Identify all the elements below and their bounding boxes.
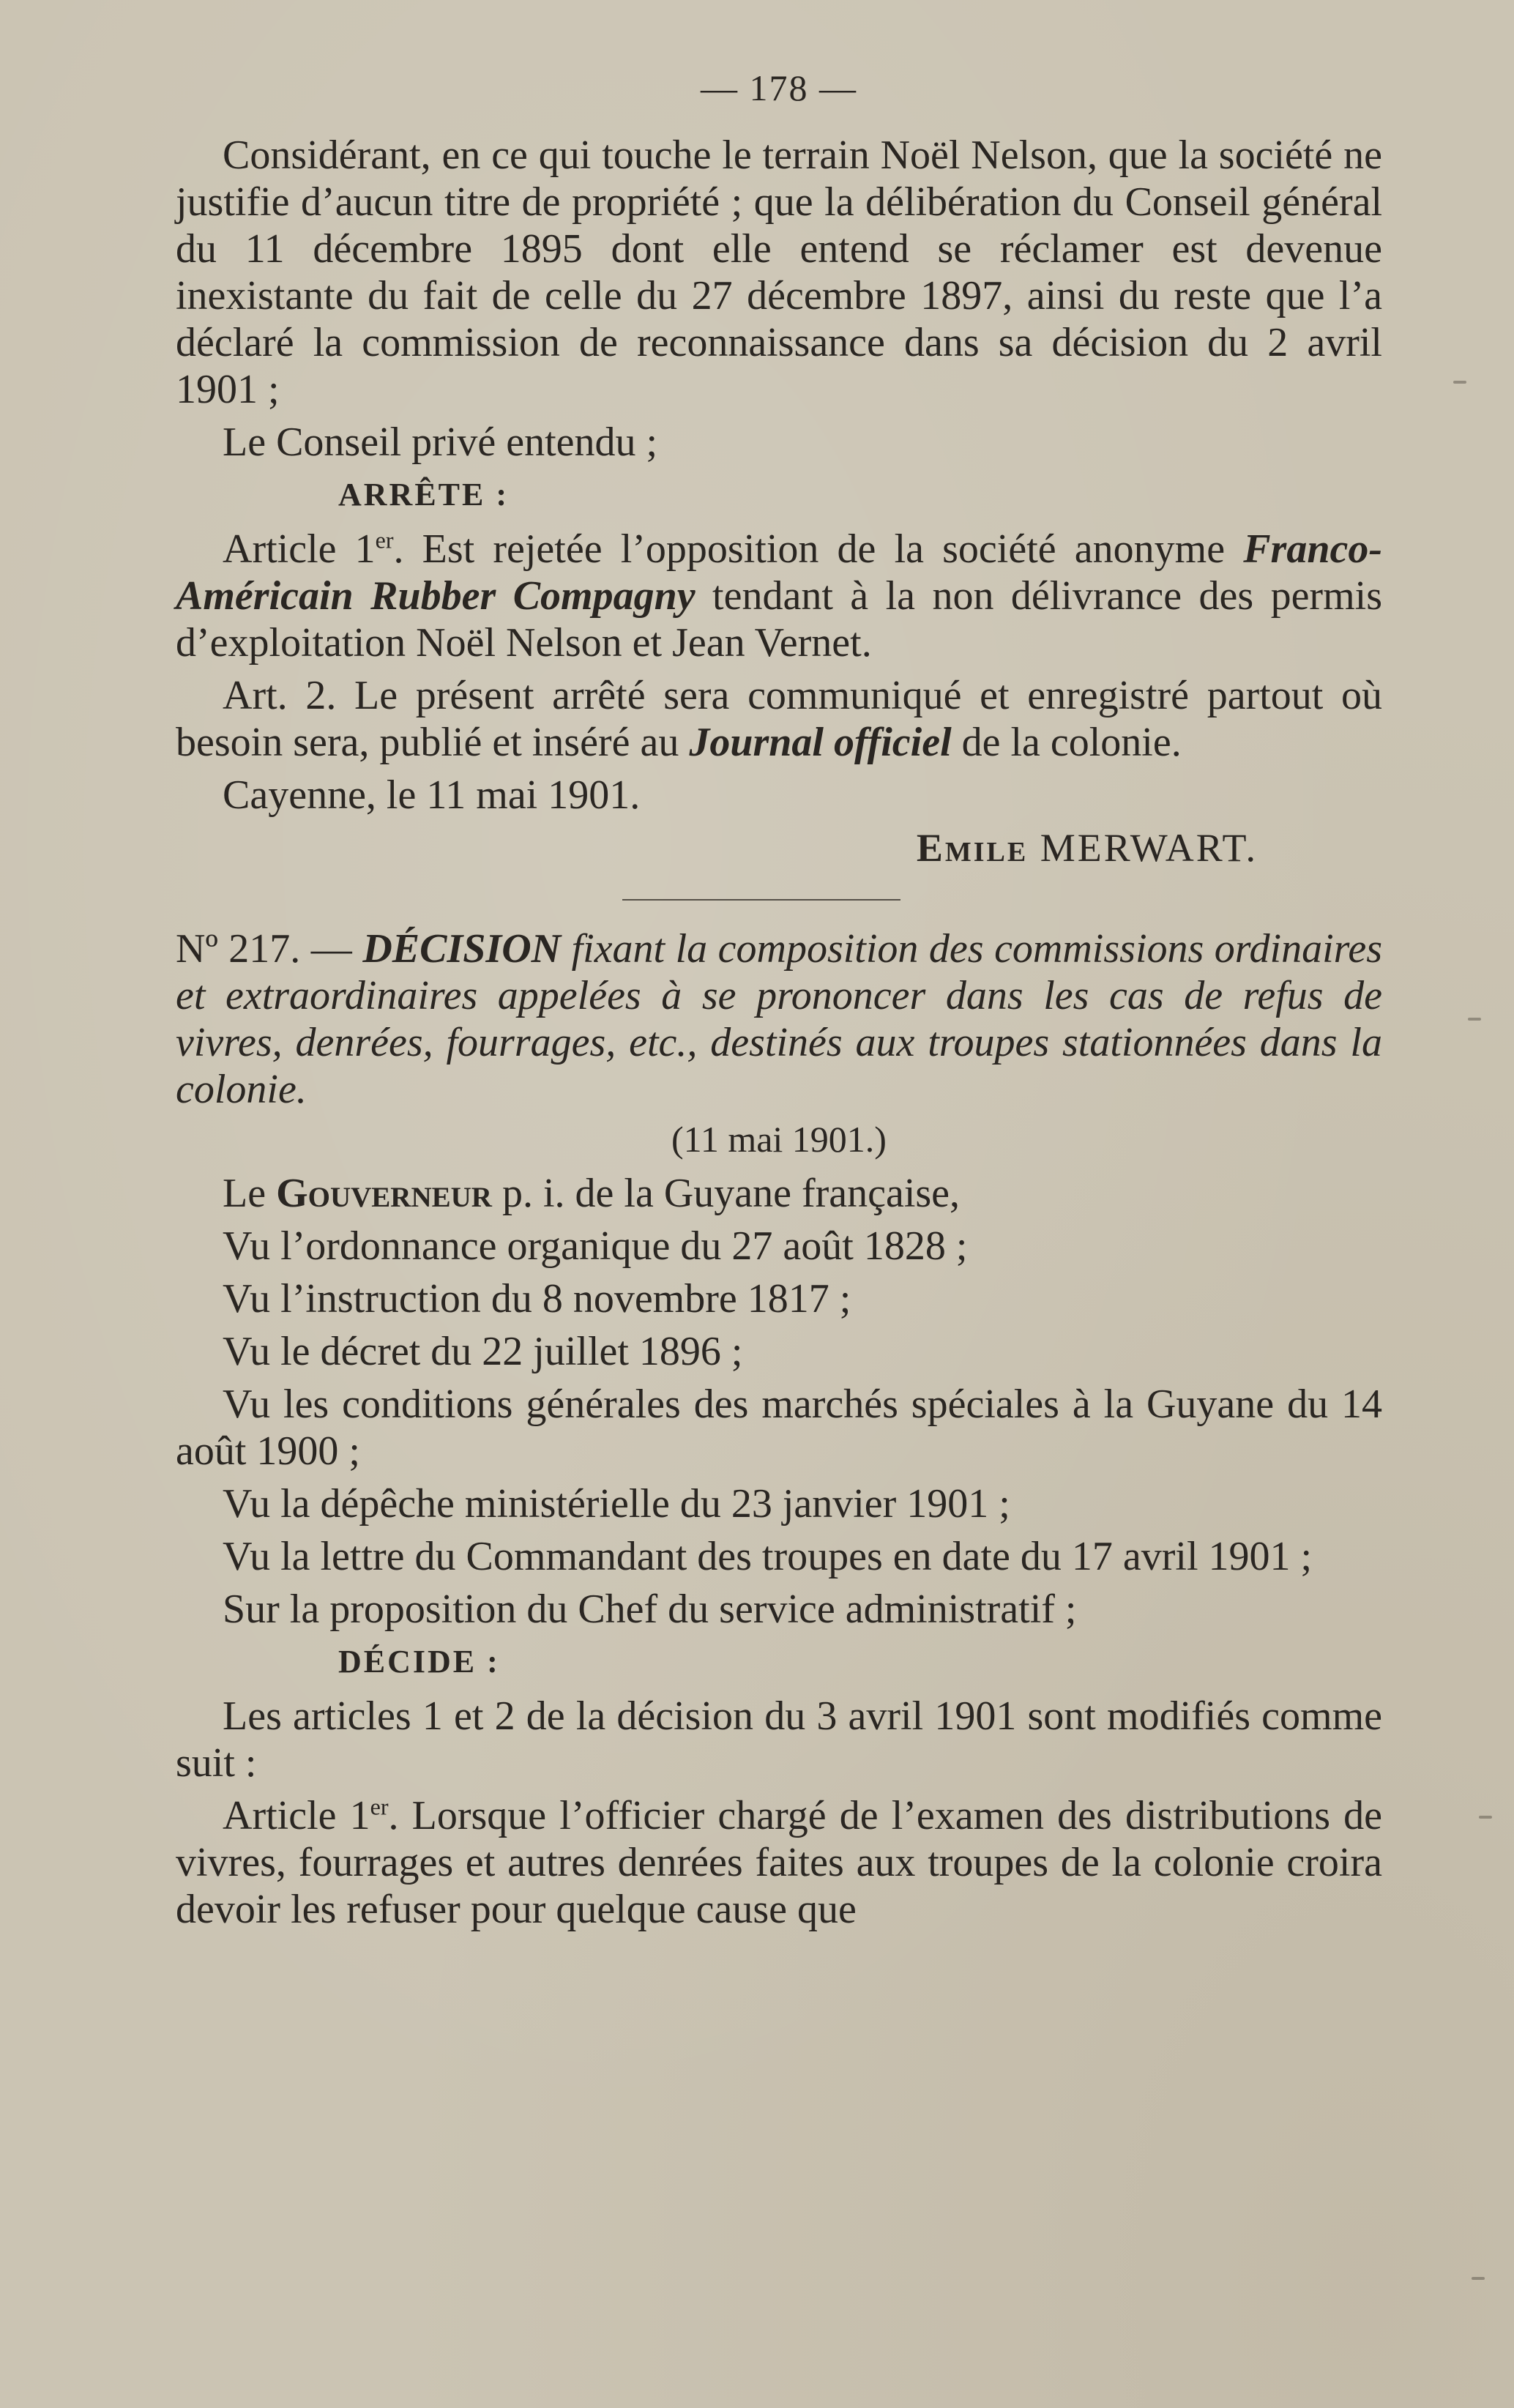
place-date-line: Cayenne, le 11 mai 1901. <box>223 772 641 818</box>
ink-speck <box>1479 1816 1492 1819</box>
ink-speck <box>1472 2277 1485 2280</box>
article-2-paragraph <box>176 672 1382 766</box>
decision-title <box>176 925 1382 1113</box>
decision-article-1-prefix: Article 1 <box>223 1793 370 1838</box>
article-1-superscript: er <box>375 526 394 553</box>
governor-prefix: Le <box>223 1171 277 1216</box>
governor-rest: p. i. de la Guyane française, <box>491 1171 961 1216</box>
considerant-paragraph: Considérant, en ce qui touche le terrain Noël Nelson, que la société ne justifie d’aucun titre de propriété ; que la délibération du Conseil général du 11 décembre 1895 dont elle entend se réclamer est devenue inexistante du fait de celle du 27 décembre 1897, ainsi du reste que l’a déclaré la commission de reconnaissance dans sa décision du 2 avril 1901 ; <box>176 133 1382 412</box>
governor-title: Gouverneur <box>276 1171 492 1216</box>
page-text <box>176 64 1382 1939</box>
visa-line: Sur la proposition du Chef du service administratif ; <box>223 1587 1077 1632</box>
conseil-line: Le Conseil privé entendu ; <box>223 420 658 465</box>
governor-line <box>176 1170 1382 1217</box>
company-name: Franco-Américain Rubber Compagny <box>176 526 1382 619</box>
ink-speck <box>1453 381 1466 384</box>
visa-line: Vu les conditions générales des marchés spéciales à la Guyane du 14 août 1900 ; <box>176 1382 1382 1474</box>
decision-number: Nº 217. — <box>176 926 352 972</box>
decision-date: (11 mai 1901.) <box>671 1119 887 1160</box>
visa-line: Vu la lettre du Commandant des troupes en date du 17 avril 1901 ; <box>223 1534 1313 1579</box>
decision-article-1-paragraph <box>176 1792 1382 1933</box>
signature-first-name: Emile <box>916 826 1029 870</box>
decision-article-1-text: . Lorsque l’officier chargé de l’examen des distributions de vivres, fourrages et autres denrées faites aux troupes de la colonie croira devoir les refuser pour quelque cause que <box>176 1793 1382 1932</box>
decision-title-rest: fixant la composition des commissions ordinaires et extraordinaires appelées à se prononcer dans les cas de refus de vivres, denrées, fourrages, etc., destinés aux troupes stationnées dans la colonie. <box>176 926 1383 1112</box>
section-divider <box>622 899 900 901</box>
article-1-text-a: . Est rejetée l’opposition de la société anonyme <box>393 526 1244 572</box>
decide-heading: DÉCIDE : <box>338 1644 500 1680</box>
article-1-prefix: Article 1 <box>223 526 376 572</box>
decision-title-main: DÉCISION <box>362 926 562 972</box>
visa-line: Vu la dépêche ministérielle du 23 janvier 1901 ; <box>223 1481 1010 1527</box>
article-1-paragraph <box>176 526 1382 666</box>
visa-line: Vu l’ordonnance organique du 27 août 1828 ; <box>223 1223 968 1269</box>
signature <box>176 824 1258 871</box>
page-number: — 178 — <box>701 67 857 108</box>
decision-article-1-superscript: er <box>370 1793 389 1820</box>
journal-name: Journal officiel <box>689 720 952 765</box>
article-2-text-a: Art. 2. Le présent arrêté sera communiqué et enregistré partout où besoin sera, publié et inséré au <box>176 673 1382 765</box>
article-1-text-b: tendant à la non délivrance des permis d’exploitation Noël Nelson et Jean Vernet. <box>176 573 1382 666</box>
ink-speck <box>1468 1018 1481 1021</box>
articles-modified-paragraph: Les articles 1 et 2 de la décision du 3 avril 1901 sont modifiés comme suit : <box>176 1693 1382 1786</box>
arrete-heading: ARRÊTE : <box>338 477 510 512</box>
article-2-text-b: de la colonie. <box>951 720 1182 765</box>
visa-line: Vu l’instruction du 8 novembre 1817 ; <box>223 1276 851 1322</box>
visa-line: Vu le décret du 22 juillet 1896 ; <box>223 1329 743 1374</box>
signature-last-name: MERWART. <box>1040 826 1258 870</box>
